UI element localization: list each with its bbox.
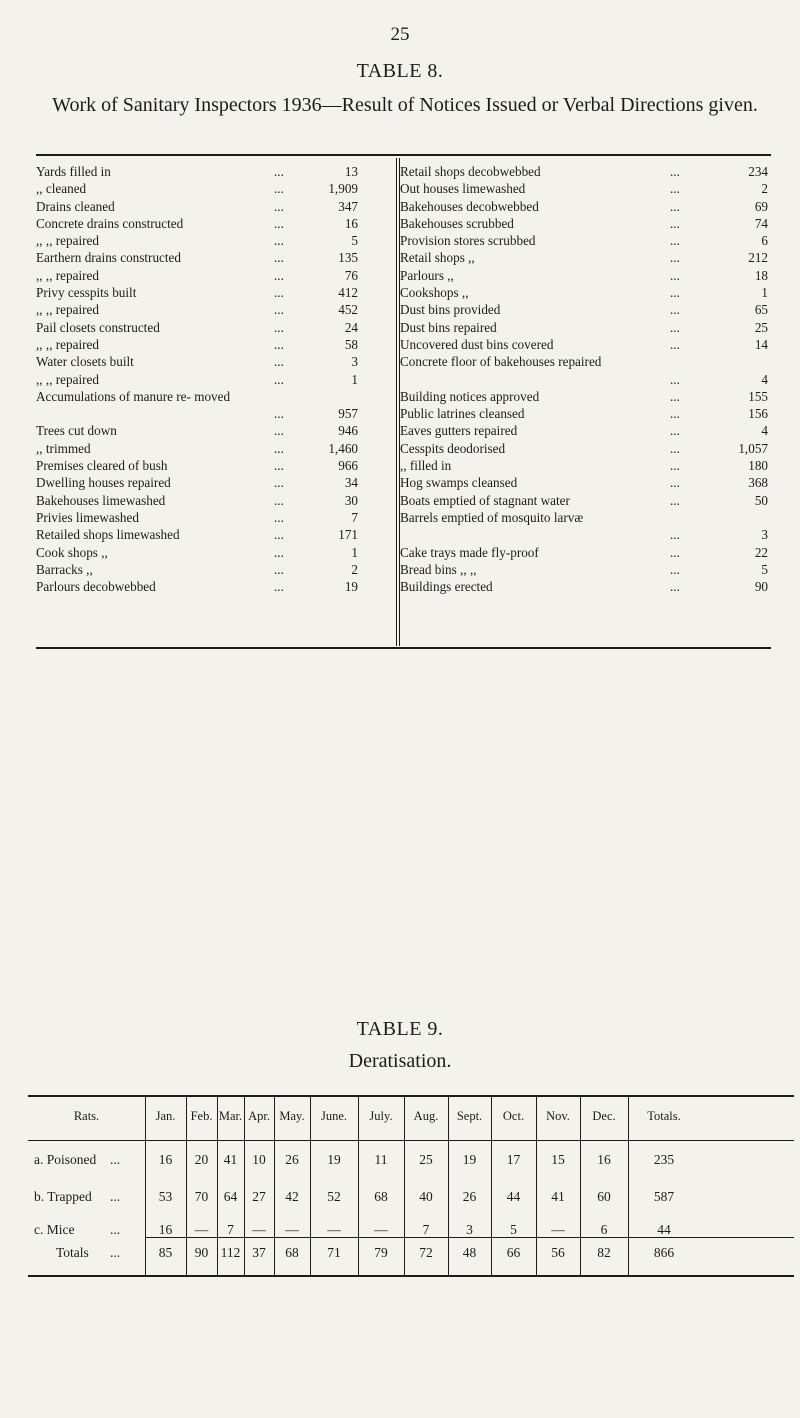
table8-row [400, 405, 771, 422]
table8-row [400, 561, 771, 578]
table8-row [36, 388, 391, 423]
table9-cell: 7 [227, 1222, 234, 1237]
table9-header-cell: Feb. [190, 1109, 213, 1123]
row-label: Buildings erected [400, 579, 493, 595]
row-label: ,, ,, repaired [36, 336, 99, 352]
row-label: Retail shops ,, [400, 250, 475, 266]
leader-dots: ... [110, 1222, 121, 1237]
table8-row [400, 353, 771, 388]
leader-dots: ... [670, 388, 680, 404]
table9-cell: 7 [422, 1222, 430, 1237]
row-label: Bakehouses scrubbed [400, 215, 514, 231]
table9-cell: 71 [327, 1245, 341, 1260]
leader-dots: ... [274, 371, 284, 387]
table9-cell: — [194, 1222, 209, 1237]
table9-cell: 112 [220, 1245, 241, 1260]
leader-dots: ... [274, 267, 284, 283]
leader-dots: ... [274, 336, 284, 352]
row-label: ,, ,, repaired [36, 371, 99, 387]
leader-dots: ... [274, 458, 284, 474]
table9-header-cell: Rats. [73, 1109, 100, 1123]
row-label: Pail closets constructed [36, 319, 160, 335]
table9-cell: — [374, 1222, 388, 1237]
row-label: Public latrines cleansed [400, 406, 525, 422]
row-value: 2 [351, 561, 358, 577]
table8-row [36, 301, 391, 318]
table8-row [400, 422, 771, 439]
row-label: Dust bins provided [400, 302, 501, 318]
row-label: Building notices approved [400, 388, 540, 404]
row-label: Earthern drains constructed [36, 250, 182, 266]
table9-cell: 68 [374, 1189, 388, 1204]
leader-dots: ... [274, 509, 284, 525]
table9-header-cell: Aug. [413, 1109, 439, 1123]
table9-title: TABLE 9. [356, 1018, 444, 1040]
table8-top-rule [36, 154, 771, 156]
leader-dots: ... [274, 406, 284, 422]
row-label: Hog swamps cleansed [400, 475, 518, 491]
row-label: Uncovered dust bins covered [400, 336, 554, 352]
table9-cell: 90 [194, 1245, 209, 1260]
table9-cell: 64 [223, 1189, 238, 1204]
row-value: 69 [754, 198, 768, 214]
table9-cell: — [327, 1222, 341, 1237]
table9-cell: 19 [462, 1152, 477, 1167]
table9-cell: 70 [194, 1189, 209, 1204]
table9-header-cell: May. [279, 1109, 305, 1123]
row-value: 1,057 [738, 440, 768, 456]
leader-dots: ... [670, 267, 680, 283]
table8-row [400, 267, 771, 284]
row-value: 412 [338, 285, 358, 301]
leader-dots: ... [274, 181, 284, 197]
table8-row [36, 509, 391, 526]
table9-cell: 48 [462, 1245, 477, 1260]
table9-cell: 16 [597, 1152, 611, 1167]
table8-row [36, 371, 391, 388]
table9-cell: 44 [657, 1222, 671, 1237]
leader-dots: ... [274, 198, 284, 214]
leader-dots: ... [110, 1189, 121, 1204]
row-label: Barrels emptied of mosquito larvæ [400, 509, 584, 525]
row-value: 1 [351, 371, 358, 387]
table9-cell: 41 [223, 1152, 238, 1167]
table9-header-cell: Apr. [248, 1109, 270, 1123]
leader-dots: ... [670, 423, 680, 439]
table9-header-cell: Mar. [218, 1109, 243, 1123]
leader-dots: ... [670, 527, 680, 543]
table9-cell: 16 [158, 1152, 173, 1167]
row-value: 7 [351, 509, 358, 525]
row-value: 212 [748, 250, 768, 266]
row-value: 135 [338, 250, 358, 266]
leader-dots: ... [670, 319, 680, 335]
row-label: Trees cut down [36, 423, 117, 439]
table8-row [400, 509, 771, 544]
row-value: 65 [754, 302, 768, 318]
leader-dots: ... [274, 302, 284, 318]
leader-dots: ... [670, 215, 680, 231]
table9-cell: 42 [285, 1189, 299, 1204]
leader-dots: ... [274, 492, 284, 508]
leader-dots: ... [670, 181, 680, 197]
row-value: 34 [344, 475, 358, 491]
leader-dots: ... [274, 527, 284, 543]
table8-bottom-rule [36, 647, 771, 649]
table8-row [400, 492, 771, 509]
row-label: Dwelling houses repaired [36, 475, 171, 491]
table9-cell: 235 [653, 1152, 675, 1167]
row-value: 3 [351, 354, 358, 370]
table9-cell: 5 [510, 1222, 517, 1237]
row-label: Parlours decobwebbed [36, 579, 156, 595]
leader-dots: ... [110, 1245, 121, 1260]
leader-dots: ... [274, 285, 284, 301]
table8-row [36, 492, 391, 509]
table8-row [36, 267, 391, 284]
row-value: 368 [748, 475, 768, 491]
row-label: ,, filled in [400, 458, 452, 474]
leader-dots: ... [274, 423, 284, 439]
row-value: 6 [761, 233, 768, 249]
table8-row [36, 561, 391, 578]
table9-cell: 26 [285, 1152, 299, 1167]
row-value: 155 [748, 388, 768, 404]
table8-row [36, 526, 391, 543]
table8-column-divider-2 [399, 158, 400, 646]
leader-dots: ... [274, 164, 284, 179]
table9-cell: 25 [419, 1152, 433, 1167]
leader-dots: ... [670, 371, 680, 387]
row-label: Accumulations of manure re- moved [36, 388, 231, 404]
row-label: Bakehouses limewashed [36, 492, 166, 508]
row-value: 2 [761, 181, 768, 197]
table9-header-cell: Oct. [502, 1109, 525, 1123]
table9-cell: 79 [374, 1245, 388, 1260]
row-value: 30 [344, 492, 358, 508]
row-label: Retailed shops limewashed [36, 527, 180, 543]
table9-cell: 72 [419, 1245, 433, 1260]
leader-dots: ... [670, 406, 680, 422]
leader-dots: ... [670, 492, 680, 508]
row-label: Provision stores scrubbed [400, 233, 536, 249]
table9-cell: 20 [194, 1152, 209, 1167]
table8-right-column [400, 163, 771, 595]
row-value: 452 [338, 302, 358, 318]
table9-row-label: c. Mice [34, 1222, 75, 1237]
table8-row [400, 180, 771, 197]
table9-cell: 52 [327, 1189, 341, 1204]
leader-dots: ... [670, 285, 680, 301]
row-label: ,, ,, repaired [36, 233, 99, 249]
leader-dots: ... [670, 198, 680, 214]
table9-cell: 27 [252, 1189, 266, 1204]
leader-dots: ... [274, 475, 284, 491]
row-label: Yards filled in [36, 164, 111, 179]
row-value: 234 [748, 164, 768, 179]
row-value: 4 [761, 371, 768, 387]
table8-row [36, 457, 391, 474]
table8-row [36, 215, 391, 232]
table8-row [400, 440, 771, 457]
row-value: 1,909 [328, 181, 358, 197]
row-value: 24 [344, 319, 358, 335]
row-label: Premises cleared of bush [36, 458, 168, 474]
table8-row [36, 249, 391, 266]
row-value: 5 [761, 561, 768, 577]
table9-cell: 10 [252, 1152, 266, 1167]
row-label: Water closets built [36, 354, 134, 370]
table9-cell: 587 [653, 1189, 675, 1204]
leader-dots: ... [670, 561, 680, 577]
table8-row [36, 474, 391, 491]
table9-cell: 19 [327, 1152, 341, 1167]
table8-title: TABLE 8. [356, 60, 444, 82]
table8-row [36, 163, 391, 180]
row-label: Drains cleaned [36, 198, 115, 214]
table9-cell: 60 [597, 1189, 611, 1204]
table9-row-label: Totals [56, 1245, 89, 1260]
table9-body [28, 1095, 794, 1275]
table9-subtitle: Deratisation. [348, 1050, 452, 1072]
row-label: Dust bins repaired [400, 319, 497, 335]
leader-dots: ... [274, 544, 284, 560]
table8-row [400, 163, 771, 180]
table9-header-cell: June. [320, 1109, 348, 1123]
table8-row [36, 336, 391, 353]
table9-header-cell: Dec. [592, 1109, 616, 1123]
row-label: Concrete floor of bakehouses repaired [400, 354, 602, 370]
row-value: 4 [761, 423, 768, 439]
row-label: Cook shops ,, [36, 544, 108, 560]
row-label: Concrete drains constructed [36, 215, 184, 231]
leader-dots: ... [670, 164, 680, 179]
table8-row [400, 301, 771, 318]
table9-header-cell: July. [369, 1109, 393, 1123]
row-label: ,, ,, repaired [36, 267, 99, 283]
table8-row [400, 544, 771, 561]
table8-body [36, 163, 771, 638]
row-value: 1 [761, 285, 768, 301]
table9-cell: 26 [462, 1189, 477, 1204]
table8-row [400, 249, 771, 266]
row-value: 347 [338, 198, 358, 214]
row-value: 171 [338, 527, 358, 543]
table8-row [36, 284, 391, 301]
table9-cell: 66 [506, 1245, 521, 1260]
row-value: 180 [748, 458, 768, 474]
table8-column-divider [396, 158, 397, 646]
row-value: 957 [338, 406, 358, 422]
leader-dots: ... [670, 458, 680, 474]
table9-top-rule [28, 1095, 794, 1097]
leader-dots: ... [670, 250, 680, 266]
leader-dots: ... [670, 233, 680, 249]
row-label: Out houses limewashed [400, 181, 526, 197]
table8-row [400, 284, 771, 301]
table9-cell: 11 [374, 1152, 388, 1167]
row-value: 22 [754, 544, 768, 560]
table9-cell: 82 [597, 1245, 611, 1260]
row-value: 74 [754, 215, 768, 231]
table9-cell: 3 [466, 1222, 473, 1237]
row-label: Parlours ,, [400, 267, 454, 283]
table9-cell: 6 [600, 1222, 608, 1237]
table9-cell: — [252, 1222, 266, 1237]
leader-dots: ... [110, 1152, 121, 1167]
table9-header-cell: Jan. [155, 1109, 176, 1123]
row-label: Barracks ,, [36, 561, 93, 577]
table8-row [36, 180, 391, 197]
row-label: Bread bins ,, ,, [400, 561, 477, 577]
row-label: Cookshops ,, [400, 285, 469, 301]
leader-dots: ... [670, 336, 680, 352]
table9-cell: 40 [419, 1189, 433, 1204]
row-value: 16 [344, 215, 358, 231]
table8-row [36, 353, 391, 370]
row-value: 76 [344, 267, 358, 283]
row-value: 1 [351, 544, 358, 560]
row-value: 13 [344, 164, 358, 179]
leader-dots: ... [274, 250, 284, 266]
table9-header-cell: Sept. [456, 1109, 483, 1123]
page-number: 25 [390, 24, 410, 45]
table9-cell: 866 [653, 1245, 675, 1260]
table9-header-cell: Nov. [546, 1109, 570, 1123]
row-label: Cake trays made fly-proof [400, 544, 539, 560]
row-value: 156 [748, 406, 768, 422]
table9-cell: — [285, 1222, 299, 1237]
row-value: 90 [754, 579, 768, 595]
row-value: 5 [351, 233, 358, 249]
row-label: Cesspits deodorised [400, 440, 506, 456]
leader-dots: ... [670, 440, 680, 456]
table8-row [36, 319, 391, 336]
table9-cell: 85 [158, 1245, 173, 1260]
table9-cell: 37 [252, 1245, 266, 1260]
table9-header-rule [28, 1140, 794, 1141]
table9-cell: 16 [158, 1222, 173, 1237]
table9-header-cell: Totals. [647, 1109, 681, 1123]
table8-row [400, 319, 771, 336]
row-value: 25 [754, 319, 768, 335]
table8-row [400, 198, 771, 215]
leader-dots: ... [274, 440, 284, 456]
table8-row [400, 457, 771, 474]
row-label: Eaves gutters repaired [400, 423, 518, 439]
table9-cell: 56 [551, 1245, 565, 1260]
table9-cell: 53 [158, 1189, 173, 1204]
leader-dots: ... [670, 544, 680, 560]
row-label: ,, trimmed [36, 440, 91, 456]
table9-row-label: a. Poisoned [34, 1152, 97, 1167]
table8-row [36, 232, 391, 249]
row-label: Retail shops decobwebbed [400, 164, 541, 179]
row-value: 58 [344, 336, 358, 352]
table8-row [36, 578, 391, 595]
table9-cell: 44 [506, 1189, 521, 1204]
table9-cell: 17 [506, 1152, 521, 1167]
table9-row-label: b. Trapped [34, 1189, 92, 1204]
row-value: 1,460 [328, 440, 358, 456]
table8-row [36, 544, 391, 561]
leader-dots: ... [274, 354, 284, 370]
table8-row [400, 215, 771, 232]
table8-row [400, 388, 771, 405]
leader-dots: ... [670, 302, 680, 318]
table8-row [36, 198, 391, 215]
row-label: Boats emptied of stagnant water [400, 492, 570, 508]
table9-cell: 15 [551, 1152, 565, 1167]
row-label: Bakehouses decobwebbed [400, 198, 539, 214]
row-value: 3 [761, 527, 768, 543]
row-value: 19 [344, 579, 358, 595]
leader-dots: ... [670, 579, 680, 595]
leader-dots: ... [670, 475, 680, 491]
row-label: Privies limewashed [36, 509, 139, 525]
row-label: Privy cesspits built [36, 285, 137, 301]
table8-row [400, 336, 771, 353]
table9-cell: 68 [285, 1245, 299, 1260]
row-label: ,, ,, repaired [36, 302, 99, 318]
row-value: 14 [754, 336, 768, 352]
table8-row [400, 232, 771, 249]
table9-cell: — [551, 1222, 565, 1237]
table8-row [36, 422, 391, 439]
leader-dots: ... [274, 579, 284, 595]
row-value: 966 [338, 458, 358, 474]
row-value: 18 [754, 267, 768, 283]
table8-left-column [36, 163, 391, 595]
table8-subtitle: Work of Sanitary Inspectors 1936—Result of Notices Issued or Verbal Directions given. [52, 94, 758, 116]
row-label: ,, cleaned [36, 181, 87, 197]
table8-row [36, 440, 391, 457]
table9-bottom-rule [28, 1275, 794, 1277]
table9-cell: 41 [551, 1189, 565, 1204]
leader-dots: ... [274, 233, 284, 249]
leader-dots: ... [274, 215, 284, 231]
leader-dots: ... [274, 561, 284, 577]
table8-row [400, 578, 771, 595]
table8-row [400, 474, 771, 491]
row-value: 946 [338, 423, 358, 439]
leader-dots: ... [274, 319, 284, 335]
row-value: 50 [754, 492, 768, 508]
